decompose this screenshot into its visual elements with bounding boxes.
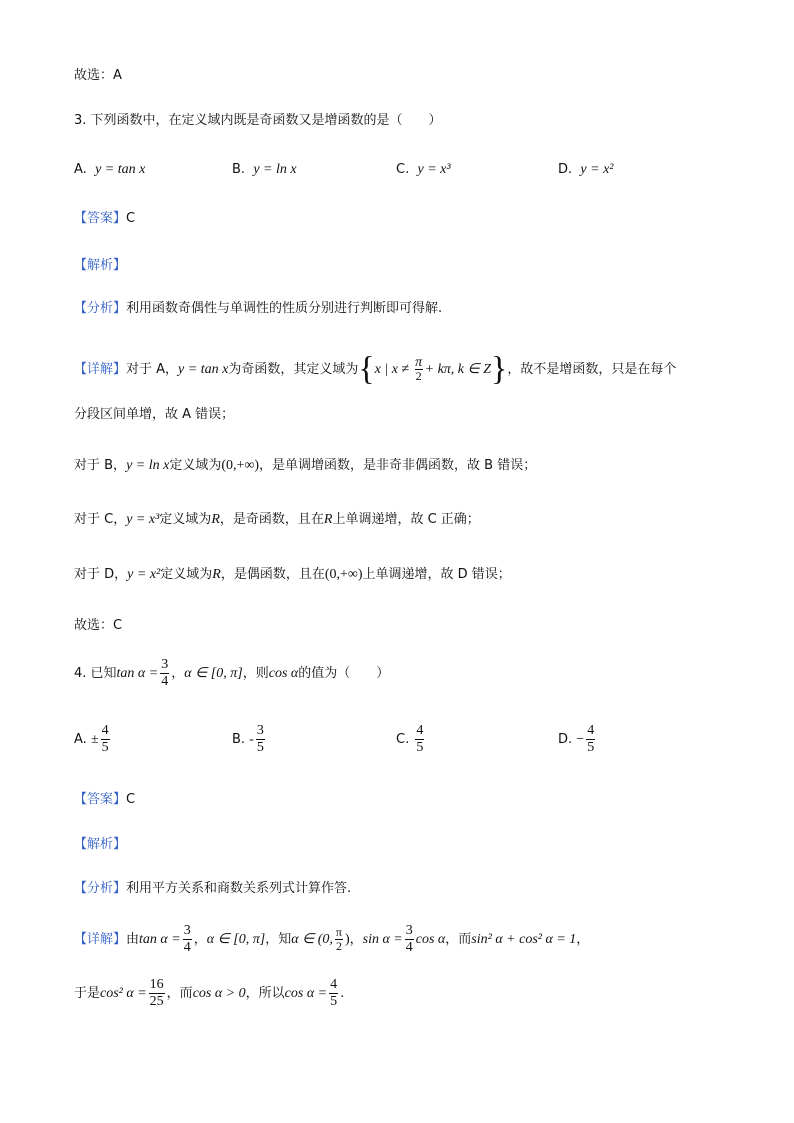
- question-3-stem: 3. 下列函数中，在定义域内既是奇函数又是增函数的是（ ）: [74, 113, 442, 128]
- q3-option-a: A. y = tan x: [74, 162, 146, 177]
- q3-final: 故选：C: [74, 618, 123, 633]
- q3-analysis-tag: 【解析】: [74, 258, 127, 273]
- q4-option-c: C. $\frac{4}{5}$: [396, 723, 424, 755]
- q3-option-c: C. y = x³: [396, 162, 451, 177]
- q4-detail-line1: 【详解】由tan α = $\frac{3}{4}$ ，α ∈ [0, π]，知α ∈ (0, $\frac{\pi}{2}$ )，sin α = $\frac{3}{4}$ cos α，而sin² α + cos² α = 1，: [74, 923, 590, 955]
- q3-detail-d: 对于 D，y = x²定义域为R，是偶函数，且在(0,+∞)上单调递增，故 D 错误；: [74, 567, 511, 582]
- answer-tag: 【答案】: [74, 211, 127, 226]
- q3-option-b: B. y = ln x: [232, 162, 297, 177]
- q3-fenxi: 【分析】利用函数奇偶性与单调性的性质分别进行判断即可得解.: [74, 301, 443, 316]
- previous-answer: 故选：A: [74, 68, 122, 83]
- q4-answer: 【答案】C: [74, 792, 136, 807]
- q4-option-d: D. − $\frac{4}{5}$: [558, 723, 595, 755]
- q4-fenxi: 【分析】利用平方关系和商数关系列式计算作答.: [74, 881, 352, 896]
- q3-detail-a-line2: 分段区间单增，故 A 错误；: [74, 407, 235, 422]
- question-4-stem: 4. 已知tan α = $\frac{3}{4}$ ，α ∈ [0, π]，则cos α的值为（ ）: [74, 657, 390, 689]
- q3-detail-a-line1: 【详解】对于 A，y = tan x为奇函数，其定义域为{x | x ≠ $\frac{\pi}{2}$ + kπ, k ∈ Z}，故不是增函数，只是在每个: [74, 350, 677, 388]
- q4-option-b: B. - $\frac{3}{5}$: [232, 723, 264, 755]
- q4-detail-line2: 于是cos² α = $\frac{16}{25}$ ，而cos α > 0，所以cos α = $\frac{4}{5}$ .: [74, 977, 345, 1009]
- q3-detail-b: 对于 B，y = ln x定义域为(0,+∞)，是单调增函数，是非奇非偶函数，故 B 错误；: [74, 458, 537, 473]
- q3-option-d: D. y = x²: [558, 162, 614, 177]
- q4-analysis-tag: 【解析】: [74, 837, 127, 852]
- q3-detail-c: 对于 C，y = x³定义域为R，是奇函数，且在R上单调递增，故 C 正确；: [74, 512, 480, 527]
- q3-answer: 【答案】C: [74, 211, 136, 226]
- q4-option-a: A. ± $\frac{4}{5}$: [74, 723, 109, 755]
